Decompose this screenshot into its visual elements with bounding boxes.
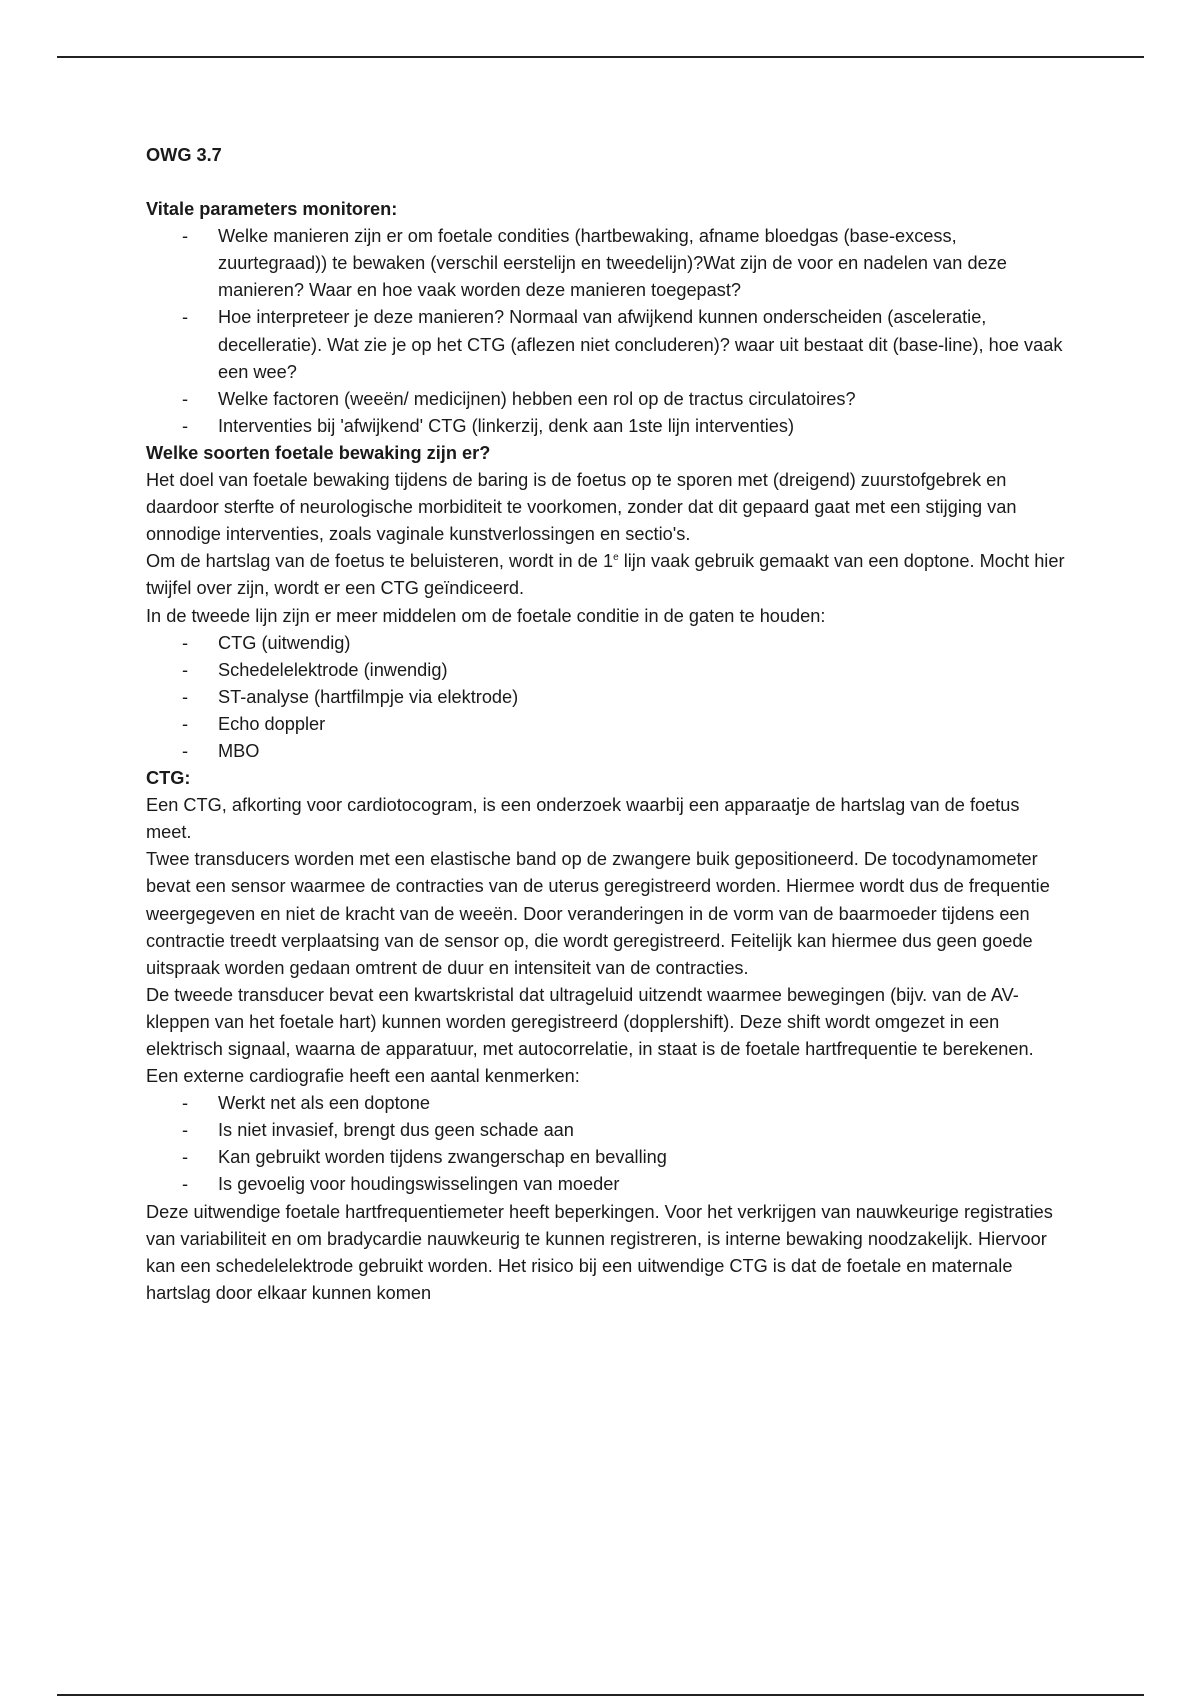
text-run: lijn vaak gebruik gemaakt van een doptone. Mocht hier twijfel over zijn, wordt er een CTG geïndiceerd. xyxy=(146,551,1065,599)
list-item: - Interventies bij 'afwijkend' CTG (linkerzij, denk aan 1ste lijn interventies) xyxy=(146,413,1066,440)
bottom-rule xyxy=(57,1694,1144,1696)
paragraph: De tweede transducer bevat een kwartskristal dat ultrageluid uitzendt waarmee bewegingen (bijv. van de AV-kleppen van het foetale hart) kunnen worden geregistreerd (dopplershift). Deze shift wordt omgezet in een elektrisch signaal, waarna de apparatuur, met autocorrelatie, in staat is de foetale hartfrequentie te berekenen. xyxy=(146,984,1034,1059)
list-item: - Kan gebruikt worden tijdens zwangerschap en bevalling xyxy=(146,1144,1066,1171)
list-item: - Welke manieren zijn er om foetale condities (hartbewaking, afname bloedgas (base-excess, zuurtegraad)) te bewaken (verschil eerstelijn en tweedelijn)?Wat zijn de voor en nadelen van deze manieren? Waar en hoe vaak worden deze manieren toegepast? xyxy=(146,223,1066,304)
list-item: - MBO xyxy=(146,738,1066,765)
paragraph: Een CTG, afkorting voor cardiotocogram, is een onderzoek waarbij een apparaatje de hartslag van de foetus meet. xyxy=(146,795,1020,843)
list-item: - Schedelelektrode (inwendig) xyxy=(146,657,1066,684)
document-title: OWG 3.7 xyxy=(146,145,222,165)
monitoring-methods-list xyxy=(146,630,1066,765)
list-item: - Welke factoren (weeën/ medicijnen) hebben een rol op de tractus circulatoires? xyxy=(146,386,1066,413)
list-item: - CTG (uitwendig) xyxy=(146,630,1066,657)
ctg-features-list xyxy=(146,1090,1066,1198)
superscript: e xyxy=(613,552,619,564)
list-item: - Is gevoelig voor houdingswisselingen van moeder xyxy=(146,1171,1066,1198)
paragraph: Het doel van foetale bewaking tijdens de baring is de foetus op te sporen met (dreigend) zuurstofgebrek en daardoor sterfte of neurologische morbiditeit te voorkomen, zonder dat dit gepaard gaat met een stijging van onnodige interventies, zoals vaginale kunstverlossingen en sectio's. xyxy=(146,470,1017,545)
section-heading-vitale-parameters: Vitale parameters monitoren: xyxy=(146,199,398,220)
list-item: - Hoe interpreteer je deze manieren? Normaal van afwijkend kunnen onderscheiden (asceleratie, decelleratie). Wat zie je op het CTG (aflezen niet concluderen)? waar uit bestaat dit (base-line), hoe vaak een wee? xyxy=(146,304,1066,385)
paragraph: Deze uitwendige foetale hartfrequentiemeter heeft beperkingen. Voor het verkrijgen van nauwkeurige registraties van variabiliteit en om bradycardie nauwkeurig te kunnen registreren, is interne bewaking noodzakelijk. Hiervoor kan een schedelelektrode gebruikt worden. Het risico bij een uitwendige CTG is dat de foetale en maternale hartslag door elkaar kunnen komen xyxy=(146,1201,1053,1303)
top-rule xyxy=(57,56,1144,58)
section-heading-ctg: CTG: xyxy=(146,768,191,789)
paragraph xyxy=(146,548,1066,602)
paragraph: In de tweede lijn zijn er meer middelen om de foetale conditie in de gaten te houden: xyxy=(146,605,826,626)
question-list xyxy=(146,223,1066,440)
text-run: Om de hartslag van de foetus te beluisteren, wordt in de 1 xyxy=(146,551,614,572)
paragraph: Een externe cardiografie heeft een aantal kenmerken: xyxy=(146,1066,580,1087)
paragraph: Twee transducers worden met een elastische band op de zwangere buik gepositioneerd. De tocodynamometer bevat een sensor waarmee de contracties van de uterus geregistreerd worden. Hiermee wordt dus de frequentie weergegeven en niet de kracht van de weeën. Door veranderingen in de vorm van de baarmoeder tijdens een contractie treedt verplaatsing van de sensor op, die wordt geregistreerd. Feitelijk kan hiermee dus geen goede uitspraak worden gedaan omtrent de duur en intensiteit van de contracties. xyxy=(146,849,1050,978)
list-item: - Is niet invasief, brengt dus geen schade aan xyxy=(146,1117,1066,1144)
section-heading-foetale-bewaking: Welke soorten foetale bewaking zijn er? xyxy=(146,442,491,463)
list-item: - ST-analyse (hartfilmpje via elektrode) xyxy=(146,684,1066,711)
list-item: - Werkt net als een doptone xyxy=(146,1090,1066,1117)
list-item: - Echo doppler xyxy=(146,711,1066,738)
document-body xyxy=(146,142,1066,1307)
